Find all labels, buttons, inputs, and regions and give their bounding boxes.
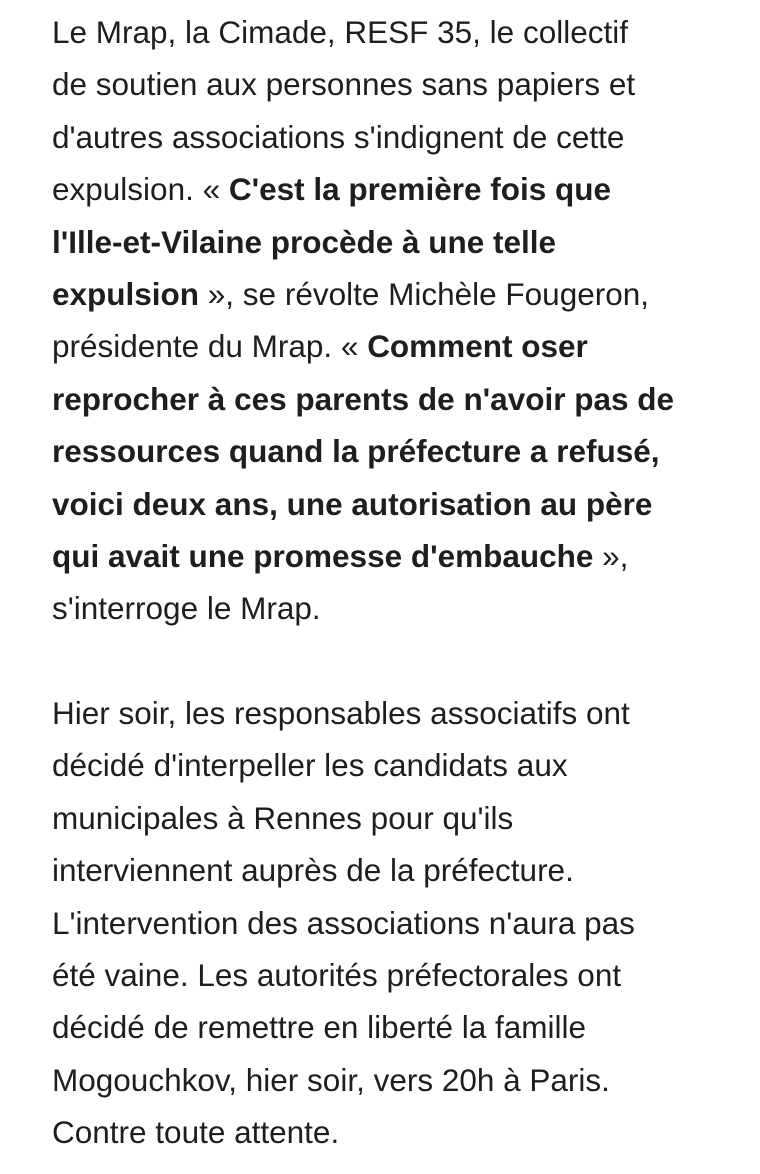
text-run: Hier soir, les responsables associatifs ont <box>52 694 630 731</box>
text-line <box>52 320 742 372</box>
text-line <box>52 949 742 1001</box>
text-line <box>52 687 742 739</box>
text-run: interviennent auprès de la préfecture. <box>52 852 574 889</box>
article-body <box>52 6 742 1159</box>
text-line <box>52 373 742 425</box>
quote-text: ressources quand la préfecture a refusé, <box>52 433 660 470</box>
text-line <box>52 6 742 58</box>
text-run: Mogouchkov, hier soir, vers 20h à Paris. <box>52 1061 610 1098</box>
text-run: expulsion. « <box>52 171 229 208</box>
text-line <box>52 478 742 530</box>
text-line <box>52 844 742 896</box>
quote-text: l'Ille-et-Vilaine procède à une telle <box>52 223 557 260</box>
article-paragraph-2 <box>52 687 742 1159</box>
text-run: présidente du Mrap. « <box>52 328 368 365</box>
text-run: décidé de remettre en liberté la famille <box>52 1009 587 1046</box>
text-line <box>52 530 742 582</box>
text-run: été vaine. Les autorités préfectorales ont <box>52 956 622 993</box>
text-run: de soutien aux personnes sans papiers et <box>52 66 636 103</box>
text-line <box>52 425 742 477</box>
text-line <box>52 111 742 163</box>
text-run: », se révolte Michèle Fougeron, <box>199 276 650 313</box>
text-run: Le Mrap, la Cimade, RESF 35, le collectif <box>52 14 628 50</box>
text-run: L'intervention des associations n'aura pas <box>52 904 635 941</box>
quote-text: Comment oser <box>367 328 588 365</box>
quote-text: qui avait une promesse d'embauche <box>52 538 594 575</box>
text-run: d'autres associations s'indignent de cette <box>52 118 625 155</box>
text-line <box>52 216 742 268</box>
text-line <box>52 58 742 110</box>
quote-text: C'est la première fois que <box>228 171 611 208</box>
text-line <box>52 739 742 791</box>
text-line <box>52 1054 742 1106</box>
text-line <box>52 1001 742 1053</box>
text-line <box>52 1106 742 1158</box>
text-run: municipales à Rennes pour qu'ils <box>52 799 514 836</box>
text-run: », <box>593 538 629 575</box>
text-line <box>52 897 742 949</box>
text-line <box>52 163 742 215</box>
quote-text: expulsion <box>52 276 200 313</box>
text-line <box>52 582 742 634</box>
text-line <box>52 792 742 844</box>
text-run: Contre toute attente. <box>52 1114 340 1151</box>
text-line <box>52 268 742 320</box>
text-run: s'interroge le Mrap. <box>52 590 321 627</box>
text-run: décidé d'interpeller les candidats aux <box>52 747 568 784</box>
quote-text: voici deux ans, une autorisation au père <box>52 485 653 522</box>
article-paragraph-1 <box>52 6 742 635</box>
quote-text: reprocher à ces parents de n'avoir pas de <box>52 380 675 417</box>
